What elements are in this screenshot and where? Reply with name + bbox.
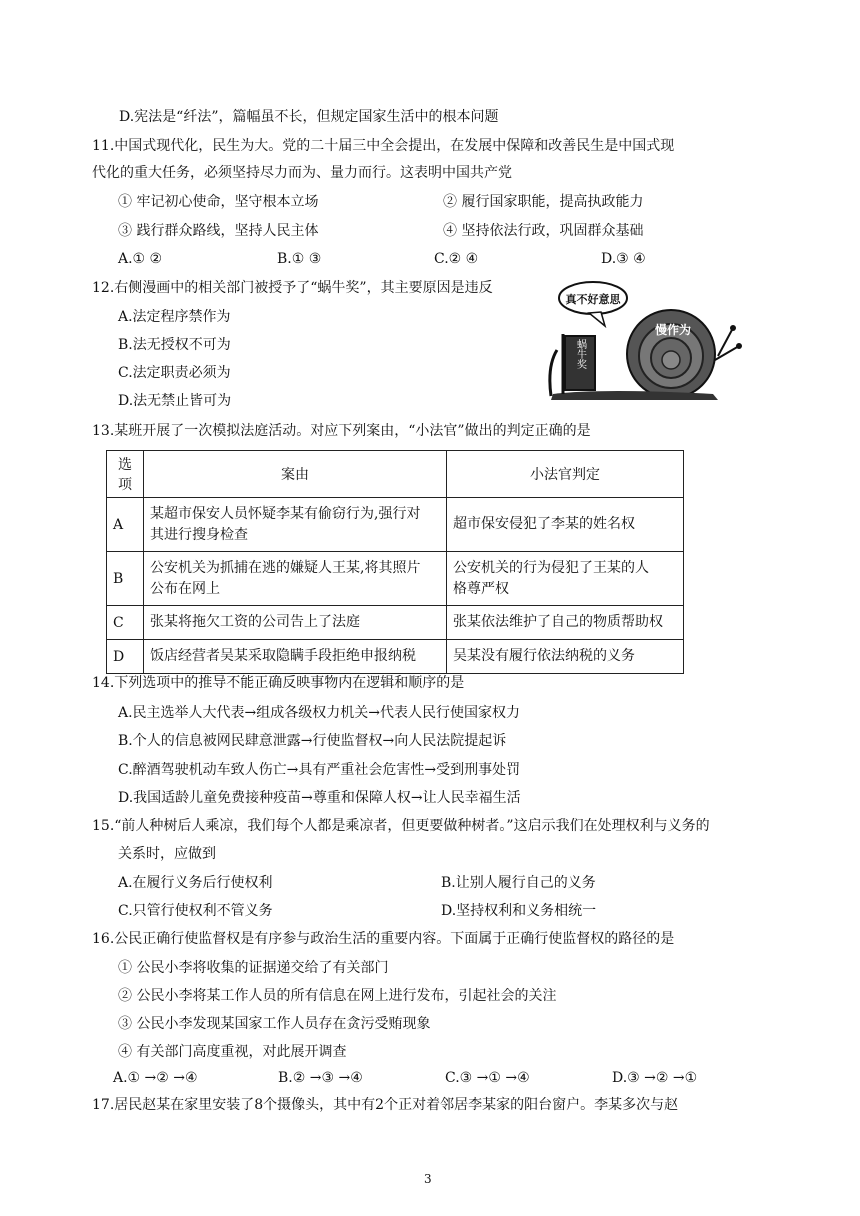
- q16-option-a: A.① →② →④: [113, 1070, 198, 1086]
- row-case-line: 张某将拖欠工资的公司告上了法庭: [150, 614, 360, 630]
- q11-item-1: ① 牢记初心使命，坚守根本立场: [118, 194, 319, 210]
- row-judgment-line: 超市保安侵犯了李某的姓名权: [453, 516, 635, 532]
- q12-stem: 12.右侧漫画中的相关部门被授予了“蜗牛奖”，其主要原因是违反: [92, 280, 493, 296]
- q11-item-4: ④ 坚持依法行政，巩固群众基础: [443, 223, 644, 239]
- q11-option-b: B.① ③: [277, 251, 322, 267]
- row-case: [144, 606, 447, 640]
- q14-option-d: D.我国适龄儿童免费接种疫苗→尊重和保障人权→让人民幸福生活: [118, 790, 521, 806]
- q16-item-4: ④ 有关部门高度重视，对此展开调查: [118, 1044, 347, 1060]
- q11-item-2: ② 履行国家职能，提高执政能力: [443, 194, 644, 210]
- q16-item-2: ② 公民小李将某工作人员的所有信息在网上进行发布，引起社会的关注: [118, 988, 557, 1004]
- q12-option-a: A.法定程序禁作为: [118, 309, 231, 325]
- q16-option-b: B.② →③ →④: [278, 1070, 363, 1086]
- q13-stem: 13.某班开展了一次模拟法庭活动。对应下列案由，“小法官”做出的判定正确的是: [92, 423, 591, 439]
- q16-stem: 16.公民正确行使监督权是有序参与政治生活的重要内容。下面属于正确行使监督权的路径的是: [92, 931, 675, 947]
- row-case: [144, 552, 447, 606]
- cartoon-shell-text: 慢作为: [654, 323, 692, 337]
- row-judgment-line: 公安机关的行为侵犯了王某的人: [453, 559, 649, 576]
- q12-option-c: C.法定职责必须为: [118, 365, 231, 381]
- row-case-line: 公安机关为抓捕在逃的嫌疑人王某,将其照片: [150, 559, 421, 576]
- q16-option-c: C.③ →① →④: [445, 1070, 530, 1086]
- header-option: 选项: [107, 451, 144, 498]
- row-judgment-line: 吴某没有履行依法纳税的义务: [453, 648, 635, 664]
- row-letter: C: [107, 606, 144, 640]
- q13-case-table: [106, 450, 684, 674]
- row-case-line: 饭店经营者吴某采取隐瞒手段拒绝申报纳税: [150, 648, 416, 664]
- q15-option-c: C.只管行使权利不管义务: [118, 903, 273, 919]
- row-case-line: 其进行搜身检查: [150, 526, 248, 543]
- row-judgment: [447, 552, 684, 606]
- q14-option-c: C.醉酒驾驶机动车致人伤亡→具有严重社会危害性→受到刑事处罚: [118, 762, 521, 778]
- q14-option-a: A.民主选举人大代表→组成各级权力机关→代表人民行使国家权力: [118, 705, 521, 721]
- row-case: [144, 640, 447, 674]
- cartoon-flag-text: 蜗牛奖: [574, 339, 586, 369]
- q10-option-d: D.宪法是“纤法”，篇幅虽不长，但规定国家生活中的根本问题: [119, 109, 499, 125]
- q11-item-3: ③ 践行群众路线，坚持人民主体: [118, 223, 319, 239]
- table-row: [107, 552, 684, 606]
- q16-item-1: ① 公民小李将收集的证据递交给了有关部门: [118, 960, 389, 976]
- q12-option-b: B.法无授权不可为: [118, 337, 231, 353]
- q12-option-d: D.法无禁止皆可为: [118, 393, 232, 409]
- q11-stem-line2: 代化的重大任务，必须坚持尽力而为、量力而行。这表明中国共产党: [92, 165, 512, 181]
- table-row: [107, 640, 684, 674]
- page-number: 3: [424, 1172, 432, 1186]
- table-header-row: [107, 451, 684, 498]
- row-case-line: 某超市保安人员怀疑李某有偷窃行为,强行对: [150, 505, 421, 522]
- row-letter: B: [107, 552, 144, 606]
- q11-option-c: C.② ④: [434, 251, 479, 267]
- header-case: 案由: [144, 451, 447, 498]
- q15-option-b: B.让别人履行自己的义务: [441, 875, 596, 891]
- q16-item-3: ③ 公民小李发现某国家工作人员存在贪污受贿现象: [118, 1016, 431, 1032]
- table-row: [107, 498, 684, 552]
- q17-stem: 17.居民赵某在家里安装了8个摄像头，其中有2个正对着邻居李某家的阳台窗户。李某多次与赵: [92, 1097, 679, 1113]
- snail-cartoon-image: [543, 276, 743, 404]
- row-judgment-line: 张某依法维护了自己的物质帮助权: [453, 614, 663, 630]
- table-row: [107, 606, 684, 640]
- header-judgment: 小法官判定: [447, 451, 684, 498]
- row-letter: A: [107, 498, 144, 552]
- q15-option-a: A.在履行义务后行使权利: [118, 875, 273, 891]
- row-judgment: [447, 606, 684, 640]
- row-judgment: [447, 498, 684, 552]
- q14-option-b: B.个人的信息被网民肆意泄露→行使监督权→向人民法院提起诉: [118, 733, 507, 749]
- q16-option-d: D.③ →② →①: [612, 1070, 698, 1086]
- row-judgment-line: 格尊严权: [453, 580, 509, 597]
- row-case: [144, 498, 447, 552]
- q11-option-a: A.① ②: [118, 251, 163, 267]
- row-case-line: 公布在网上: [150, 580, 220, 597]
- cartoon-bubble-text: 真不好意思: [565, 293, 621, 306]
- q14-stem: 14.下列选项中的推导不能正确反映事物内在逻辑和顺序的是: [92, 675, 465, 691]
- q15-stem-line2: 关系时，应做到: [118, 846, 216, 862]
- q15-option-d: D.坚持权利和义务相统一: [441, 903, 597, 919]
- row-judgment: [447, 640, 684, 674]
- q11-stem-line1: 11.中国式现代化，民生为大。党的二十届三中全会提出，在发展中保障和改善民生是中国式现: [92, 138, 675, 154]
- q11-option-d: D.③ ④: [601, 251, 646, 267]
- row-letter: D: [107, 640, 144, 674]
- q15-stem-line1: 15.“前人种树后人乘凉，我们每个人都是乘凉者，但更要做种树者。”这启示我们在处理权利与义务的: [92, 818, 710, 834]
